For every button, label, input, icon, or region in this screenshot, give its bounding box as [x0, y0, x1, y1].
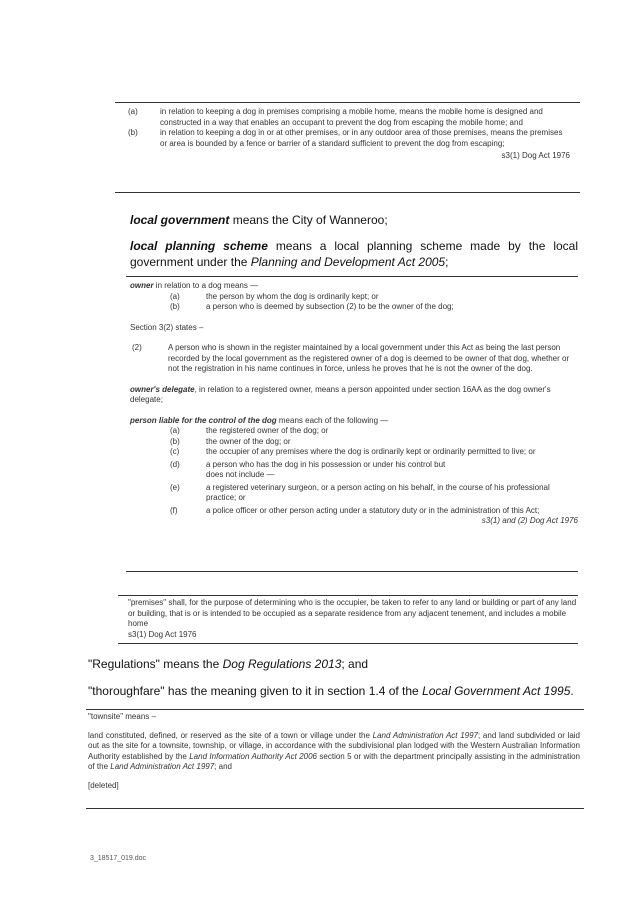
definition-text: land constituted, defined, or reserved as the site of a town or village under the — [88, 730, 373, 740]
box1-item-a — [128, 107, 570, 128]
box2-top-rule — [126, 276, 578, 277]
item-text: a registered veterinary surgeon, or a person acting on his behalf, in the course of his professional practice; or — [206, 482, 550, 502]
item-text: a person who has the dog in his possession or under his control but does not include — — [206, 459, 446, 479]
item-text: in relation to keeping a dog in premises comprising a mobile home, means the mobile home is designed and constructed in a way that enables an occupant to prevent the dog from escaping the mobile home; and — [160, 107, 543, 127]
punctuation: ; — [445, 255, 449, 269]
item-label: (c) — [170, 447, 180, 456]
item-label: (b) — [170, 436, 180, 446]
box4-content — [88, 712, 580, 791]
owner-def — [130, 281, 578, 292]
act-title: Land Information Authority Act 2006 — [189, 751, 317, 761]
defined-term: owner — [130, 281, 154, 290]
definition-text: , in relation to a registered owner, means a person appointed under section 16AA as the dog owner's delegate; — [130, 384, 551, 404]
box2-source: s3(1) and (2) Dog Act 1976 — [481, 516, 578, 525]
liable-item-f — [130, 506, 578, 517]
box3-source: s3(1) Dog Act 1976 — [128, 629, 197, 639]
item-label: (a) — [128, 107, 138, 116]
definition-text: in relation to a dog means — — [153, 281, 259, 290]
thoroughfare-def — [88, 683, 583, 699]
liable-item-b — [130, 437, 578, 448]
box3-bottom-rule — [118, 643, 578, 644]
item-text: a police officer or other person acting under a statutory duty or in the administration of this Act; — [206, 505, 540, 515]
item-label: (2) — [132, 343, 142, 352]
defined-term: owner's delegate — [130, 384, 195, 394]
item-label: (b) — [170, 302, 180, 311]
box1-bottom-rule — [115, 192, 580, 193]
item-label: (e) — [170, 482, 180, 492]
act-title: Local Government Act 1995 — [422, 684, 571, 698]
punctuation: ; and — [341, 657, 369, 671]
local-government-def — [130, 212, 578, 228]
definition-text: "thoroughfare" has the meaning given to it in section 1.4 of the — [88, 684, 423, 698]
box2-bottom-rule — [126, 571, 578, 572]
item-label: (a) — [170, 291, 180, 301]
box1-source: s3(1) Dog Act 1976 — [501, 151, 570, 160]
box1-content — [128, 107, 570, 162]
act-title: Planning and Development Act 2005 — [250, 255, 446, 269]
item-text: the registered owner of the dog; or — [206, 426, 329, 435]
box1-top-rule — [115, 102, 580, 103]
townsite-head: "townsite" means – — [88, 712, 156, 721]
box3-content — [128, 598, 578, 640]
box4-bottom-rule — [86, 808, 584, 809]
box1-item-b — [128, 128, 570, 149]
definition-text: means the City of Wanneroo; — [229, 213, 388, 227]
regulations-def — [88, 656, 578, 672]
box2-content — [130, 281, 578, 527]
item-text: A person who is shown in the register maintained by a local government under this Act as being the last person recorded by the local government as the registered owner of a dog is deemed to be owner of that dog, whether or not the registration in his name continues in force, unless he proves that he is not the owner of the dog. — [168, 343, 570, 373]
footer-filename: 3_18517_019.doc — [90, 855, 147, 862]
defined-term: local planning scheme — [130, 239, 268, 253]
act-title: Land Administration Act 1997 — [372, 730, 478, 740]
liable-item-c — [130, 447, 578, 458]
definition-text: means each of the following — — [276, 415, 389, 425]
item-text: a person who is deemed by subsection (2) to be the owner of the dog; — [206, 302, 454, 311]
section-2-text — [130, 343, 578, 375]
owner-item-b — [130, 302, 578, 313]
person-liable-def — [130, 416, 578, 427]
defined-term: person liable for the control of the dog — [130, 415, 277, 425]
item-label: (b) — [128, 128, 138, 137]
definition-text: section 5 or with the department principally assisting in the administration of the — [88, 751, 580, 771]
item-text: the owner of the dog; or — [206, 436, 291, 446]
punctuation: ; and — [214, 762, 232, 771]
liable-item-d — [130, 460, 446, 481]
item-text: the occupier of any premises where the dog is ordinarily kept or ordinarily permitted to live; or — [206, 447, 536, 456]
item-label: (d) — [170, 459, 180, 469]
townsite-def — [88, 731, 580, 773]
item-text: in relation to keeping a dog in or at other premises, or in any outdoor area of those premises, means the premises or area is bounded by a fence or barrier of a standard sufficient to prevent the dog from escaping; — [160, 128, 563, 148]
punctuation: . — [570, 684, 574, 698]
act-title: Land Administration Act 1997 — [110, 762, 215, 771]
act-title: Dog Regulations 2013 — [222, 657, 342, 671]
section-states: Section 3(2) states – — [130, 322, 204, 332]
item-label: (f) — [170, 505, 178, 515]
deleted-note: [deleted] — [88, 780, 119, 790]
item-label: (a) — [170, 426, 180, 435]
premises-def: "premises" shall, for the purpose of determining who is the occupier, be taken to refer to any land or building or part of any land or building, that is or is intended to be occupied as a separate residence from any adjacent tenement, and includes a mobile home — [128, 598, 577, 628]
box3-top-rule — [118, 595, 578, 596]
item-text: the person by whom the dog is ordinarily kept; or — [206, 291, 379, 301]
definition-text: means a local planning scheme made by the local government under the — [130, 239, 579, 269]
owner-item-a — [130, 292, 578, 303]
definition-text: ; and land subdivided or laid out as the site for a townsite, township, or village, in accordance with the subdivisional plan lodged with the Western Australian Information Authority established by the — [88, 730, 581, 761]
liable-item-e — [130, 483, 578, 504]
local-planning-scheme-def — [130, 238, 578, 270]
owners-delegate-def — [130, 385, 578, 406]
defined-term: local government — [130, 213, 230, 227]
liable-item-a — [130, 426, 578, 437]
definition-text: "Regulations" means the — [88, 657, 223, 671]
box4-top-rule — [86, 709, 584, 710]
